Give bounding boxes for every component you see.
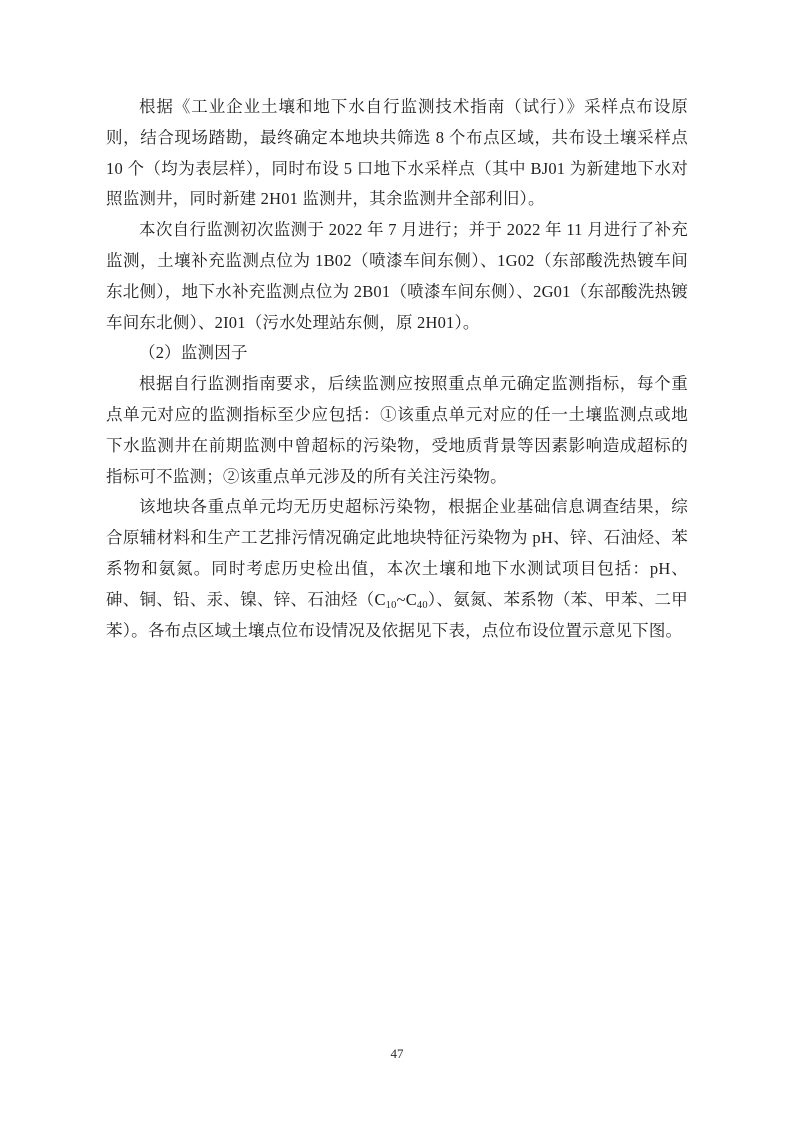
paragraph-monitoring-indicators: 根据自行监测指南要求，后续监测应按照重点单元确定监测指标，每个重点单元对应的监测指标至少应包括：①该重点单元对应的任一土壤监测点或地下水监测井在前期监测中曾超标的污染物，受地质背景等因素影响造成超标的指标可不监测；②该重点单元涉及的所有关注污染物。	[106, 374, 688, 486]
test-items-text-lead: 该地块各重点单元均无历史超标污染物，根据企业基础信息调查结果，综合原辅材料和生产工艺排污情况确定此地块特征污染物为 pH、锌、石油烃、苯系物和氨氮。同时考虑历史检出值，本次土壤和地下水测试项目包括：pH、砷、铜、铅、汞、镍、锌、石油烃（C	[106, 497, 688, 609]
subscript-c40: 40	[416, 599, 428, 611]
test-items-text-tail: ）、氨氮、苯系物（苯、甲苯、二甲苯）。各布点区域土壤点位布设情况及依据见下表，点位布设位置示意见下图。	[106, 589, 689, 640]
page-number: 47	[390, 1046, 404, 1061]
test-items-text-mid: ~C	[396, 589, 417, 609]
paragraph-test-items	[106, 492, 688, 646]
page-content	[106, 92, 688, 646]
paragraph-sampling-point-layout: 根据《工业企业土壤和地下水自行监测技术指南（试行）》采样点布设原则，结合现场踏勘，最终确定本地块共筛选 8 个布点区域，共布设土壤采样点 10 个（均为表层样），同时布设 5 口地下水采样点（其中 BJ01 为新建地下水对照监测井，同时新建 2H01 监测井，其余监测井全部利旧）。	[106, 97, 688, 209]
paragraph-monitoring-schedule: 本次自行监测初次监测于 2022 年 7 月进行；并于 2022 年 11 月进行了补充监测，土壤补充监测点位为 1B02（喷漆车间东侧）、1G02（东部酸洗热镀车间东北侧），地下水补充监测点位为 2B01（喷漆车间东侧）、2G01（东部酸洗热镀车间东北侧）、2I01（污水处理站东侧，原 2H01）。	[106, 220, 688, 332]
subscript-c10: 10	[385, 599, 397, 611]
section-heading-monitoring-factors: （2）监测因子	[139, 343, 248, 363]
